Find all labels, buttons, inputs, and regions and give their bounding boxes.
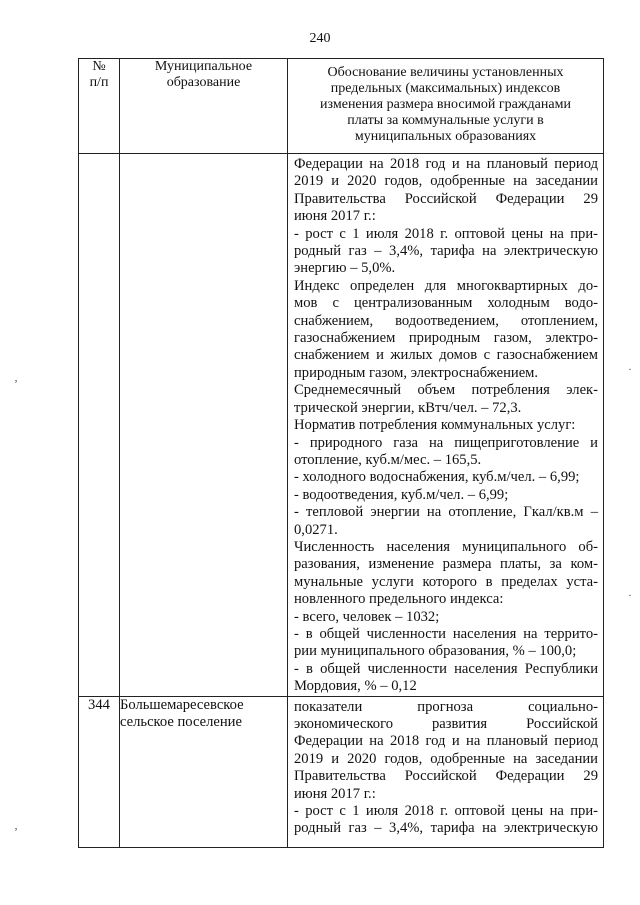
text-line: - рост с 1 июля 2018 г. оптовой цены на при- [294,225,598,242]
scan-mark: ‚ [14,370,18,384]
text-line: 2019 и 2020 годов, одобренные на заседании [294,173,598,190]
text-line: - в общей численности населения на террито- [294,625,598,642]
tariff-table [78,58,604,848]
table-row [79,154,604,697]
text-line: новленного предельного индекса: [294,591,504,608]
page-number: 240 [309,31,331,46]
text-line: мов с централизованным холодным водо- [294,295,598,312]
row-municipality [120,154,288,697]
text-line: - рост с 1 июля 2018 г. оптовой цены на при- [294,803,598,820]
text-line: природным газом, электроснабжением. [294,364,539,381]
text-line: энергию – 5,0%. [294,260,396,277]
table-row [79,696,604,847]
text-line: родный газ – 3,4%, тарифа на электрическую [294,820,598,837]
text-line: трической энергии, кВтч/чел. – 72,3. [294,399,522,416]
text-line: Норматив потребления коммунальных услуг: [294,417,576,434]
row-municipality: Большемаресевское сельское поселение [120,696,288,847]
text-line: экономического развития Российской [294,716,598,732]
text-line: 2019 и 2020 годов, одобренные на заседании [294,750,598,767]
text-line: снабжением, водоотведением, отоплением, [294,312,598,329]
text-line: Федерации на 2018 год и на плановый период [294,156,598,172]
scan-mark: · [628,588,632,602]
header-justification: Обоснование величины установленных предельных (максимальных) индексов изменения размера вносимой гражданами платы за коммунальные услуги в муниципальных образованиях [288,59,604,154]
scan-mark: · [628,362,632,376]
text-line: Мордовия, % – 0,12 [294,678,417,695]
text-line: - холодного водоснабжения, куб.м/чел. – 6,99; [294,469,580,486]
text-line: Среднемесячный объем потребления элек- [294,382,598,399]
text-line: Федерации на 2018 год и на плановый период [294,733,598,750]
text-line: - в общей численности населения Республики [294,660,598,677]
row-number [79,154,120,697]
text-line: 0,0271. [294,521,338,538]
text-line: - всего, человек – 1032; [294,608,440,625]
text-line: мунальные услуги которого в пределах уста- [294,573,598,590]
text-line: Численность населения муниципального об- [294,538,598,555]
text-line: - тепловой энергии на отопление, Гкал/кв.м – [294,504,598,521]
text-line: рии муниципального образования, % – 100,0; [294,643,577,660]
text-line: показатели прогноза социально- [294,698,598,715]
header-num: № п/п [79,59,120,154]
text-line: Индекс определен для многоквартирных до- [294,277,598,294]
header-municipality: Муниципальное образование [120,59,288,154]
text-line: родный газ – 3,4%, тарифа на электрическую [294,243,598,260]
text-line: Правительства Российской Федерации 29 [294,190,598,207]
text-line: - природного газа на пищеприготовление и [294,434,598,451]
text-line: снабжением и жилых домов с газоснабжением [294,347,598,364]
table-header-row [79,59,604,154]
text-line: июня 2017 г.: [294,785,376,802]
text-line: - водоотведения, куб.м/чел. – 6,99; [294,486,509,503]
scan-mark: ‚ [14,818,18,832]
row-number: 344 [79,696,120,847]
text-line: отопление, куб.м/мес. – 165,5. [294,451,482,468]
text-line: июня 2017 г.: [294,208,376,225]
text-line: разования, изменение размера платы, за ком- [294,556,598,573]
text-line: Правительства Российской Федерации 29 [294,768,598,785]
row-justification [288,696,604,847]
text-line: газоснабжением природным газом, электро- [294,330,598,347]
row-justification [288,154,604,697]
